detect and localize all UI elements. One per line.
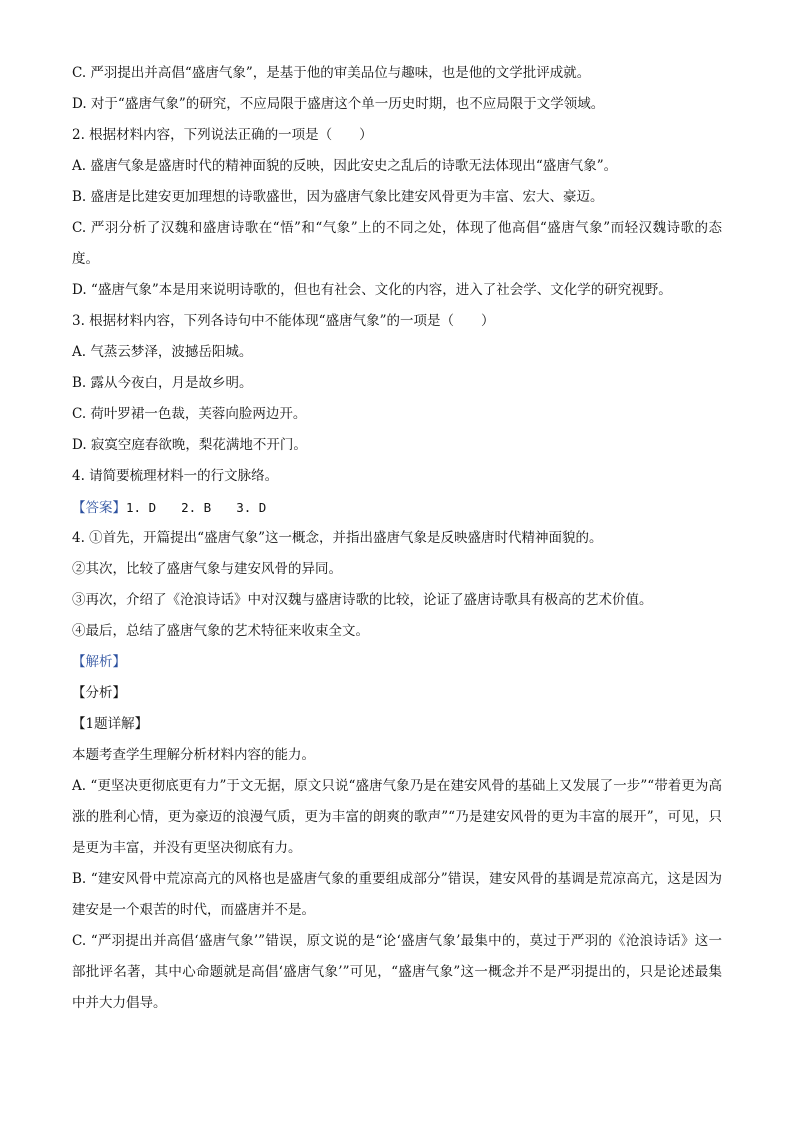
q3-option-b: B. 露从今夜白，月是故乡明。 (72, 375, 253, 391)
q2-option-d: D. “盛唐气象”本是用来说明诗歌的，但也有社会、文化的内容，进入了社会学、文化学的研究视野。 (72, 282, 672, 298)
answer-line (72, 492, 722, 523)
q2-option-c: C. 严羽分析了汉魏和盛唐诗歌在“悟”和“气象”上的不同之处，体现了他高倡“盛唐气象”而轻汉魏诗歌的态度。 (72, 220, 722, 267)
answer-tag: 【答案】 (72, 500, 126, 516)
analysis-option-c: C. “严羽提出并高倡‘盛唐气象’”错误，原文说的是“论‘盛唐气象’最集中的，莫过于严羽的《沧浪诗话》这一部批评名著，其中心命题就是高倡‘盛唐气象’”可见，“盛唐气象”这一概念并不是严羽提出的，只是论述最集中并大力倡导。 (72, 933, 722, 1011)
q1-option-d: D. 对于“盛唐气象”的研究，不应局限于盛唐这个单一历史时期，也不应局限于文学领域。 (72, 96, 605, 112)
answer-values: 1. D 2. B 3. D (126, 500, 267, 515)
analysis-option-b: B. “建安风骨中荒凉高亢的风格也是盛唐气象的重要组成部分”错误，建安风骨的基调是荒凉高亢，这是因为建安是一个艰苦的时代，而盛唐并不是。 (72, 871, 722, 918)
q3-stem: 3. 根据材料内容，下列各诗句中不能体现“盛唐气象”的一项是（ ） (72, 313, 495, 329)
fenxi-tag: 【分析】 (72, 685, 126, 701)
answer-q4-line-3: ③再次，介绍了《沧浪诗话》中对汉魏与盛唐诗歌的比较，论证了盛唐诗歌具有极高的艺术价值。 (72, 592, 653, 608)
q4-stem: 4. 请简要梳理材料一的行文脉络。 (72, 468, 279, 484)
answer-q4-line-1: 4. ①首先，开篇提出“盛唐气象”这一概念，并指出盛唐气象是反映盛唐时代精神面貌的。 (72, 530, 603, 546)
document-page (72, 58, 722, 1019)
analysis-tag-text: 【解析】 (72, 654, 126, 670)
analysis-intro: 本题考查学生理解分析材料内容的能力。 (72, 747, 315, 763)
q1-option-c: C. 严羽提出并高倡“盛唐气象”，是基于他的审美品位与趣味，也是他的文学批评成就。 (72, 65, 591, 81)
q3-option-a: A. 气蒸云梦泽，波撼岳阳城。 (72, 344, 253, 360)
analysis-tag (72, 647, 722, 678)
q2-option-b: B. 盛唐是比建安更加理想的诗歌盛世，因为盛唐气象比建安风骨更为丰富、宏大、豪迈。 (72, 189, 604, 205)
answer-q4-line-4: ④最后，总结了盛唐气象的艺术特征来收束全文。 (72, 623, 369, 639)
q2-option-a: A. 盛唐气象是盛唐时代的精神面貌的反映，因此安史之乱后的诗歌无法体现出“盛唐气象”。 (72, 158, 618, 174)
detail-tag: 【1题详解】 (72, 716, 149, 732)
q3-option-d: D. 寂寞空庭春欲晚，梨花满地不开门。 (72, 437, 307, 453)
answer-q4-line-2: ②其次，比较了盛唐气象与建安风骨的异同。 (72, 561, 342, 577)
q3-option-c: C. 荷叶罗裙一色裁，芙蓉向脸两边开。 (72, 406, 307, 422)
analysis-option-a: A. “更坚决更彻底更有力”于文无据，原文只说“盛唐气象乃是在建安风骨的基础上又发展了一步”“带着更为高涨的胜利心情，更为豪迈的浪漫气质，更为丰富的朗爽的歌声”“乃是建安风骨的更为丰富的展开”，可见，只是更为丰富，并没有更坚决彻底有力。 (72, 778, 722, 856)
q2-stem: 2. 根据材料内容，下列说法正确的一项是（ ） (72, 127, 373, 143)
